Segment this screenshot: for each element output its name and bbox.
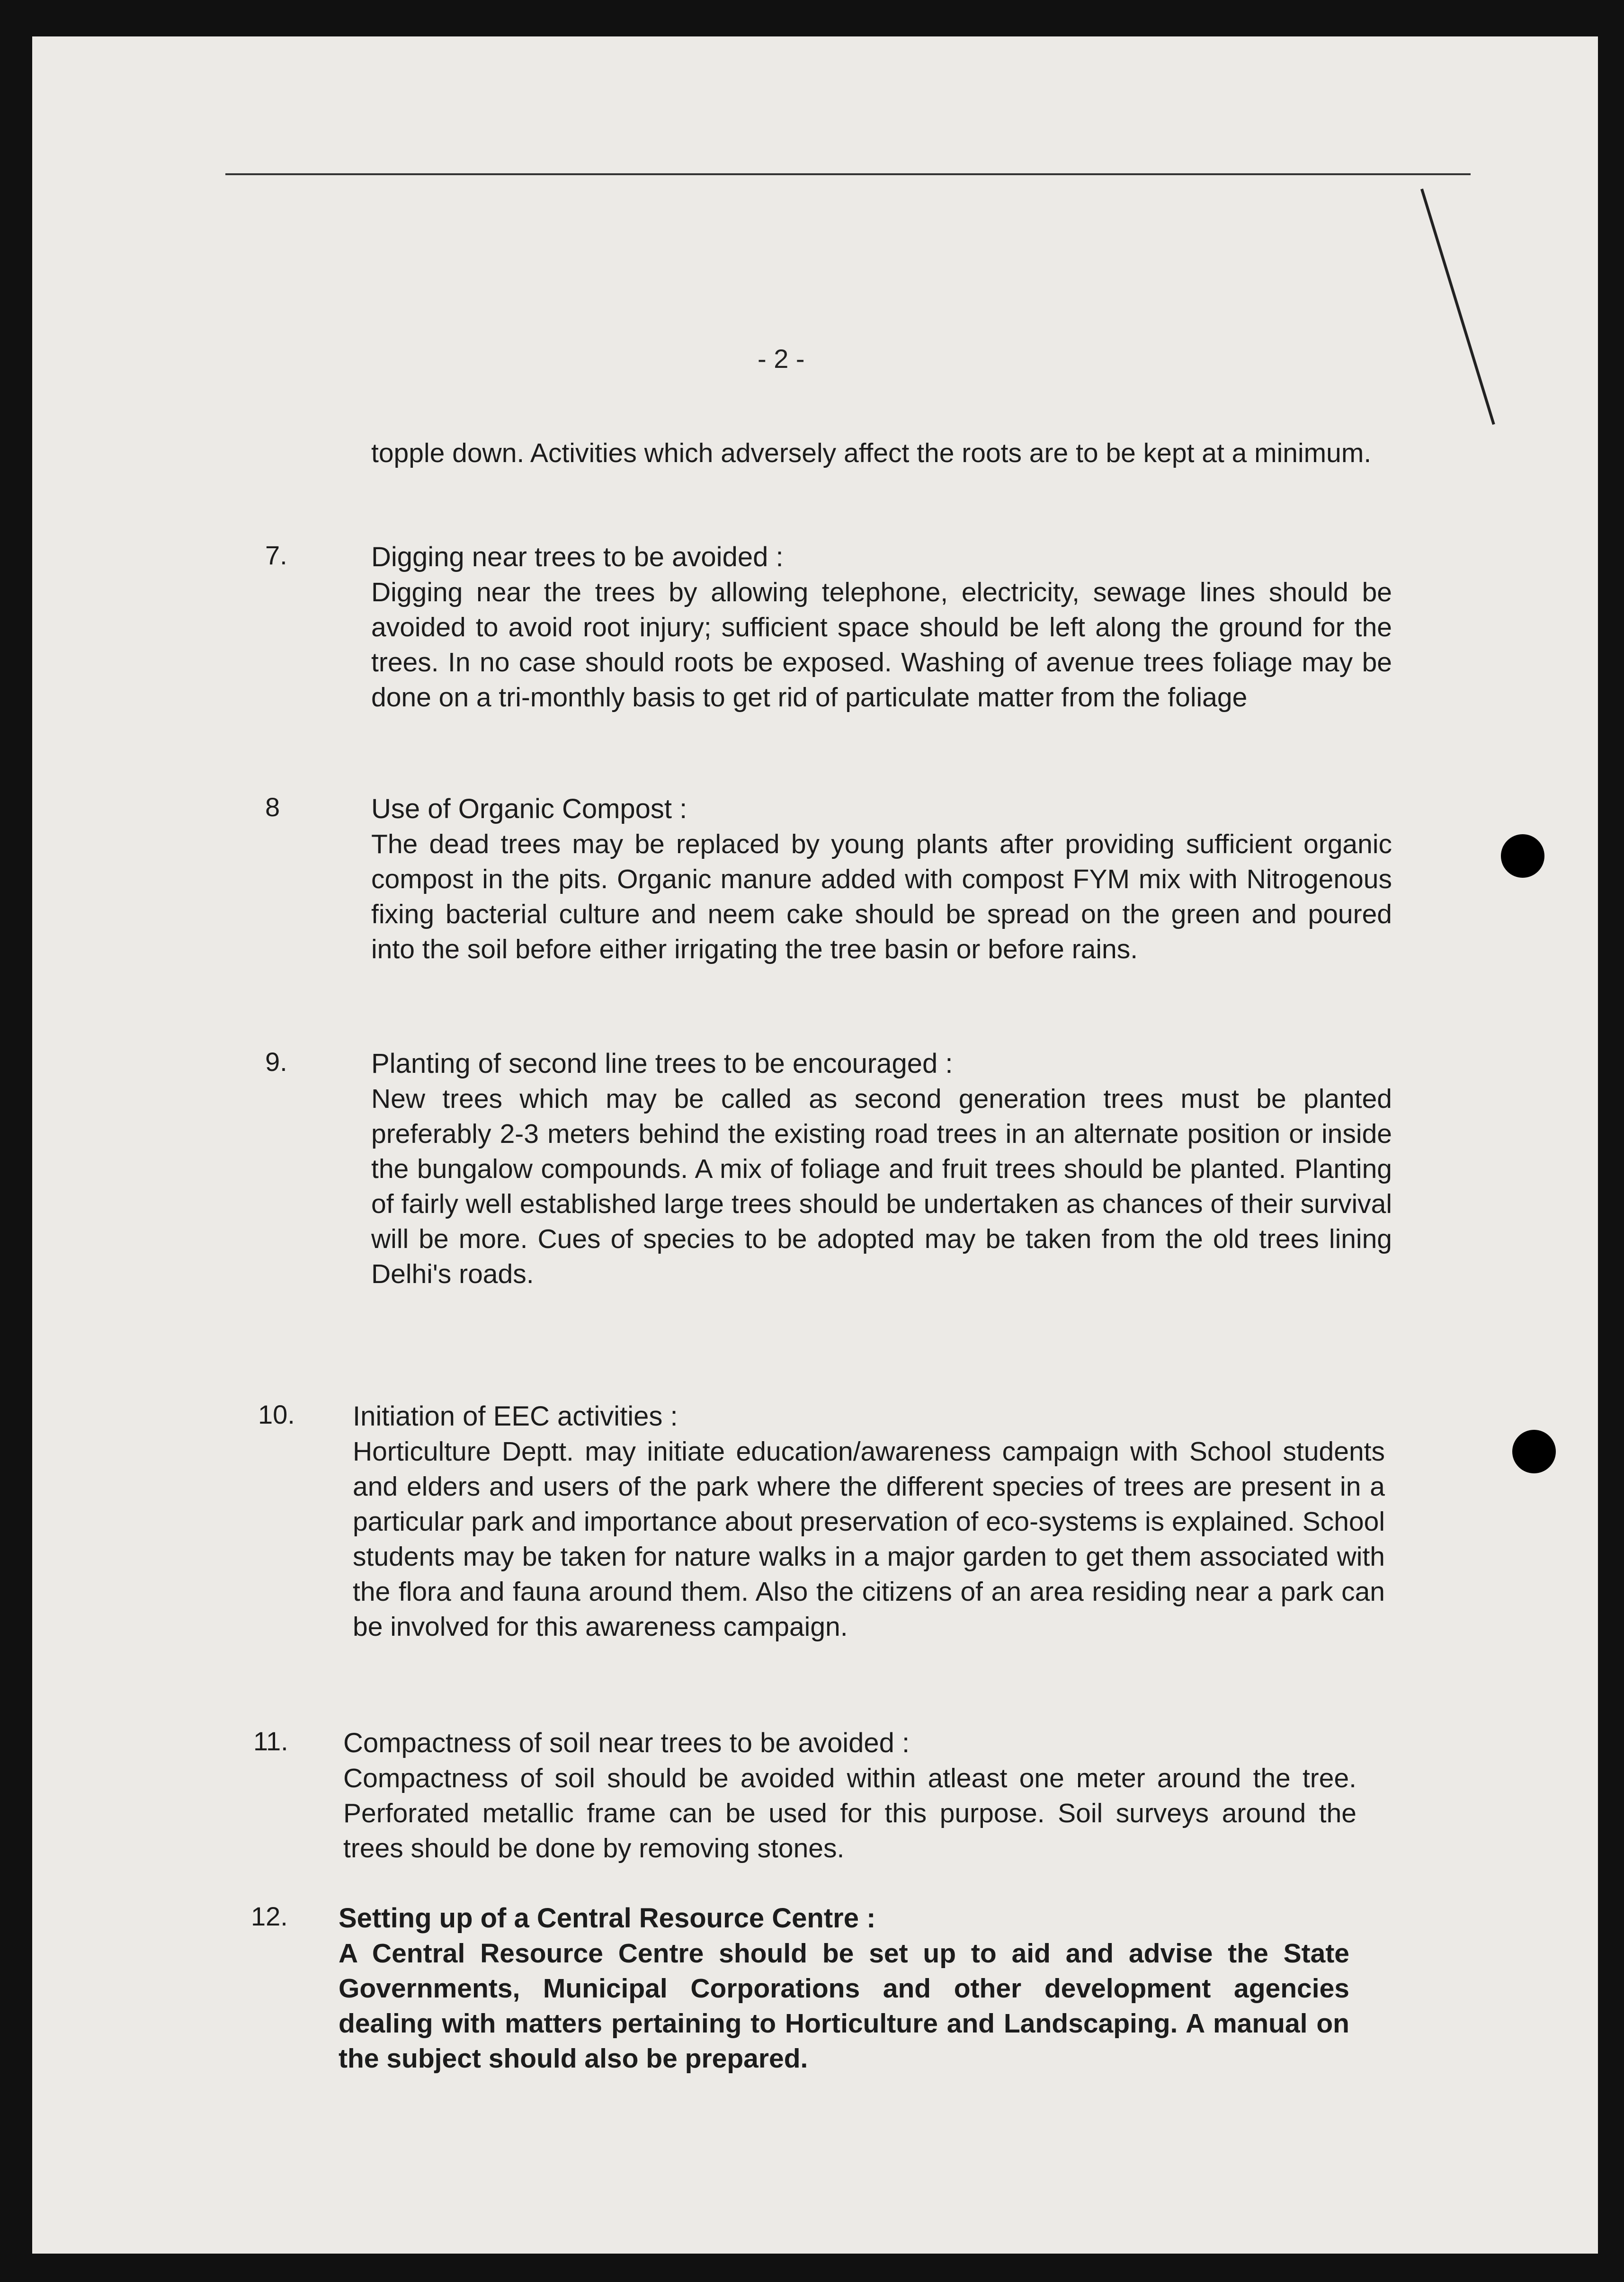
section-number: 9. [265, 1047, 287, 1077]
section-10 [258, 1399, 1385, 1644]
punch-hole [1501, 834, 1544, 878]
section-text: Horticulture Deptt. may initiate education/awareness campaign with School students and elders and users of the park where the different species of trees are present in a particular park and importance about preservation of eco-systems is explained. School students may be taken for nature walks in a major garden to get them associated with the flora and fauna around them. Also the citizens of an area residing near a park can be involved for this awareness campaign. [353, 1436, 1385, 1642]
section-heading: Initiation of EEC activities : [353, 1401, 678, 1432]
section-heading: Setting up of a Central Resource Centre : [339, 1903, 876, 1934]
section-text: The dead trees may be replaced by young plants after providing sufficient organic compost in the pits. Organic manure added with compost FYM mix with Nitrogenous fixing bacterial culture and neem cake should be spread on the green and poured into the soil before either irrigating the tree basin or before rains. [371, 829, 1392, 964]
section-8 [265, 792, 1392, 967]
section-heading: Use of Organic Compost : [371, 793, 687, 824]
section-7 [265, 540, 1392, 715]
continuation-paragraph [265, 436, 1392, 471]
section-heading: Planting of second line trees to be encouraged : [371, 1048, 953, 1079]
section-text: A Central Resource Centre should be set up to aid and advise the State Governments, Municipal Corporations and other development agencies dealing with matters pertaining to Horticulture and Landscaping. A manual on the subject should also be prepared. [339, 1938, 1349, 2074]
section-9 [265, 1046, 1392, 1292]
section-text: Compactness of soil should be avoided within atleast one meter around the tree. Perforated metallic frame can be used for this purpose. Soil surveys around the trees should be done by removing stones. [343, 1763, 1356, 1863]
section-text: Digging near the trees by allowing telephone, electricity, sewage lines should be avoided to avoid root injury; sufficient space should be left along the ground for the trees. In no case should roots be exposed. Washing of avenue trees foliage may be done on a tri-monthly basis to get rid of particulate matter from the foliage [371, 577, 1392, 713]
section-number: 12. [251, 1901, 288, 1931]
section-text: New trees which may be called as second generation trees must be planted preferably 2-3 meters behind the existing road trees in an alternate position or inside the bungalow compounds. A mix of foliage and fruit trees should be planted. Planting of fairly well established large trees should be undertaken as chances of their survival will be more. Cues of species to be adopted may be taken from the old trees lining Delhi's roads. [371, 1084, 1392, 1289]
section-heading: Digging near trees to be avoided : [371, 542, 784, 572]
section-11 [253, 1726, 1356, 1866]
section-number: 10. [258, 1400, 295, 1429]
section-number: 11. [253, 1726, 288, 1756]
section-number: 8 [265, 792, 280, 822]
section-number: 7. [265, 540, 287, 570]
punch-hole [1512, 1430, 1556, 1473]
paragraph-text: topple down. Activities which adversely affect the roots are to be kept at a minimum. [371, 438, 1372, 468]
header-rule [225, 173, 1471, 175]
page-number: - 2 - [758, 344, 805, 374]
section-12 [251, 1901, 1349, 2076]
section-heading: Compactness of soil near trees to be avoided : [343, 1728, 910, 1758]
